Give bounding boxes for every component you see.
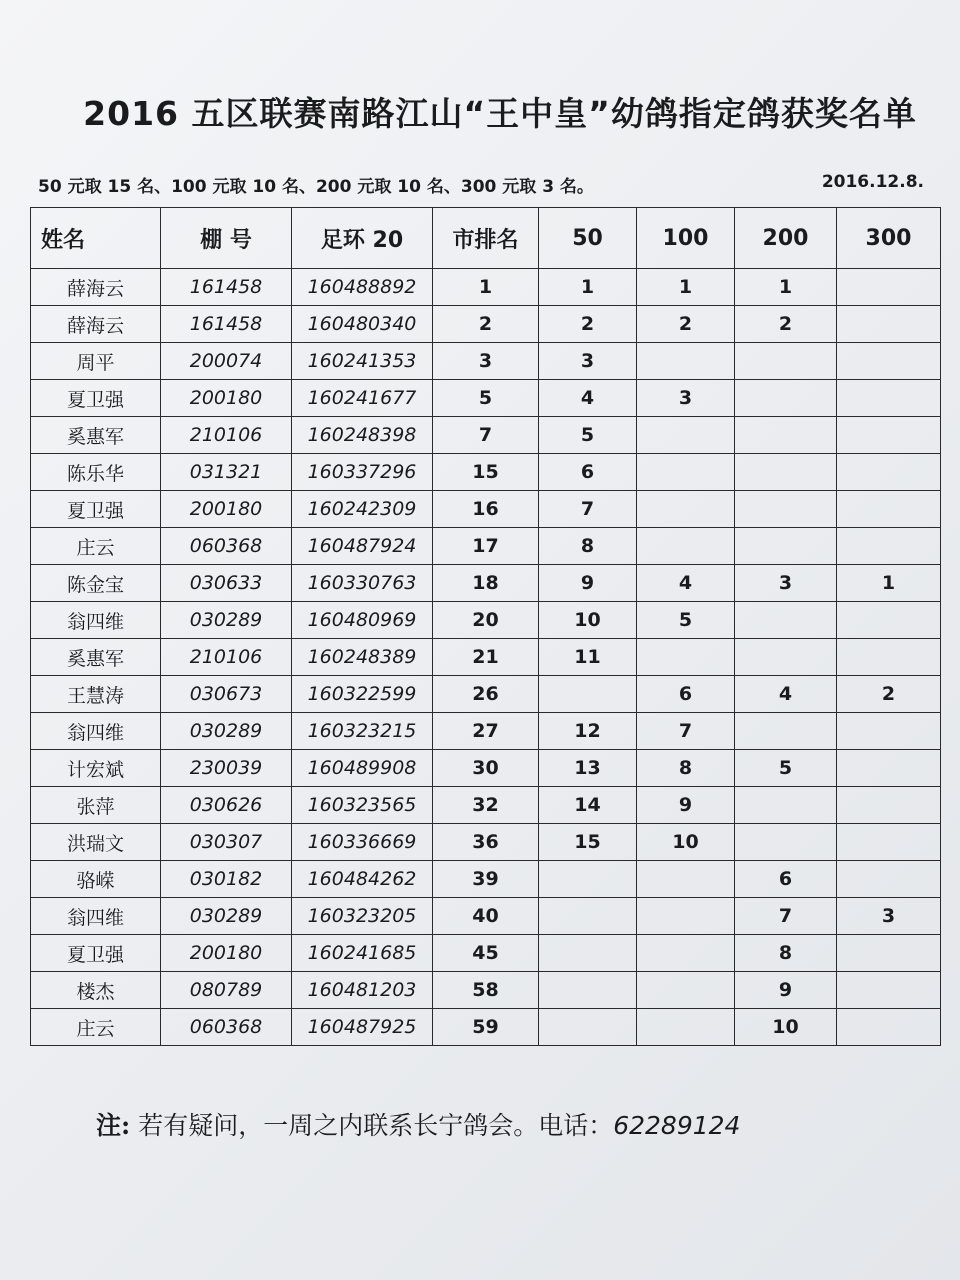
- cell-loft: 060368: [161, 528, 292, 565]
- cell-city-rank: 1: [433, 269, 539, 306]
- cell-city-rank: 16: [433, 491, 539, 528]
- results-table-body: [31, 269, 941, 1046]
- cell-name: 骆嵘: [31, 861, 161, 898]
- cell-rank-50: 10: [539, 602, 637, 639]
- cell-rank-300: [837, 713, 941, 750]
- cell-ring: 160484262: [292, 861, 433, 898]
- table-row: [31, 528, 941, 565]
- note-text: 若有疑问，一周之内联系长宁鸽会。电话：: [138, 1111, 614, 1140]
- table-row: [31, 454, 941, 491]
- cell-rank-200: 6: [735, 861, 837, 898]
- cell-name: 夏卫强: [31, 491, 161, 528]
- prize-rules: 50 元取 15 名、100 元取 10 名、200 元取 10 名、300 元取 3 名。: [38, 177, 594, 197]
- cell-rank-100: 4: [637, 565, 735, 602]
- cell-loft: 030673: [161, 676, 292, 713]
- cell-rank-50: 4: [539, 380, 637, 417]
- table-row: [31, 972, 941, 1009]
- header-name: 姓名: [31, 208, 161, 269]
- table-row: [31, 306, 941, 343]
- cell-name: 陈乐华: [31, 454, 161, 491]
- cell-rank-50: [539, 898, 637, 935]
- cell-city-rank: 2: [433, 306, 539, 343]
- cell-city-rank: 17: [433, 528, 539, 565]
- cell-ring: 160241685: [292, 935, 433, 972]
- cell-rank-100: [637, 972, 735, 1009]
- cell-ring: 160241353: [292, 343, 433, 380]
- cell-city-rank: 30: [433, 750, 539, 787]
- cell-rank-300: [837, 528, 941, 565]
- table-row: [31, 861, 941, 898]
- cell-rank-100: 10: [637, 824, 735, 861]
- cell-rank-50: [539, 861, 637, 898]
- cell-ring: 160248389: [292, 639, 433, 676]
- cell-rank-300: [837, 639, 941, 676]
- header-100: 100: [637, 208, 735, 269]
- cell-name: 陈金宝: [31, 565, 161, 602]
- phone-number: 62289124: [613, 1111, 741, 1140]
- cell-name: 计宏斌: [31, 750, 161, 787]
- cell-ring: 160489908: [292, 750, 433, 787]
- cell-name: 王慧涛: [31, 676, 161, 713]
- cell-name: 洪瑞文: [31, 824, 161, 861]
- cell-name: 夏卫强: [31, 380, 161, 417]
- document-title: 2016 五区联赛南路江山“王中皇”幼鸽指定鸽获奖名单: [83, 94, 917, 133]
- cell-ring: 160487925: [292, 1009, 433, 1046]
- cell-city-rank: 5: [433, 380, 539, 417]
- table-row: [31, 343, 941, 380]
- table-row: [31, 380, 941, 417]
- cell-rank-100: 2: [637, 306, 735, 343]
- cell-rank-50: [539, 676, 637, 713]
- cell-loft: 060368: [161, 1009, 292, 1046]
- cell-city-rank: 20: [433, 602, 539, 639]
- cell-city-rank: 45: [433, 935, 539, 972]
- cell-rank-100: 9: [637, 787, 735, 824]
- cell-rank-200: [735, 454, 837, 491]
- cell-loft: 030289: [161, 602, 292, 639]
- cell-loft: 031321: [161, 454, 292, 491]
- cell-ring: 160248398: [292, 417, 433, 454]
- cell-loft: 030307: [161, 824, 292, 861]
- cell-loft: 200180: [161, 491, 292, 528]
- cell-rank-300: 3: [837, 898, 941, 935]
- cell-rank-300: [837, 417, 941, 454]
- cell-rank-100: 1: [637, 269, 735, 306]
- cell-city-rank: 21: [433, 639, 539, 676]
- contact-note: [96, 1106, 740, 1142]
- cell-ring: 160481203: [292, 972, 433, 1009]
- cell-loft: 210106: [161, 639, 292, 676]
- cell-rank-200: 10: [735, 1009, 837, 1046]
- cell-rank-50: 7: [539, 491, 637, 528]
- cell-rank-200: [735, 528, 837, 565]
- cell-ring: 160323565: [292, 787, 433, 824]
- cell-rank-200: 9: [735, 972, 837, 1009]
- cell-rank-50: 12: [539, 713, 637, 750]
- cell-ring: 160488892: [292, 269, 433, 306]
- cell-rank-100: 3: [637, 380, 735, 417]
- cell-name: 翁四维: [31, 898, 161, 935]
- cell-ring: 160480969: [292, 602, 433, 639]
- cell-loft: 030626: [161, 787, 292, 824]
- cell-loft: 080789: [161, 972, 292, 1009]
- cell-city-rank: 59: [433, 1009, 539, 1046]
- cell-name: 庄云: [31, 1009, 161, 1046]
- cell-city-rank: 18: [433, 565, 539, 602]
- cell-loft: 200074: [161, 343, 292, 380]
- cell-city-rank: 58: [433, 972, 539, 1009]
- cell-rank-300: 2: [837, 676, 941, 713]
- cell-rank-50: 15: [539, 824, 637, 861]
- table-row: [31, 565, 941, 602]
- cell-ring: 160336669: [292, 824, 433, 861]
- cell-rank-100: [637, 898, 735, 935]
- cell-ring: 160480340: [292, 306, 433, 343]
- cell-rank-50: [539, 972, 637, 1009]
- cell-rank-300: [837, 454, 941, 491]
- cell-ring: 160242309: [292, 491, 433, 528]
- cell-ring: 160337296: [292, 454, 433, 491]
- cell-city-rank: 15: [433, 454, 539, 491]
- table-row: [31, 269, 941, 306]
- table-row: [31, 676, 941, 713]
- cell-rank-200: 3: [735, 565, 837, 602]
- cell-rank-200: [735, 602, 837, 639]
- table-row: [31, 1009, 941, 1046]
- cell-rank-50: 13: [539, 750, 637, 787]
- cell-rank-300: [837, 306, 941, 343]
- cell-name: 奚惠军: [31, 639, 161, 676]
- cell-name: 奚惠军: [31, 417, 161, 454]
- cell-rank-200: [735, 417, 837, 454]
- cell-rank-100: [637, 528, 735, 565]
- cell-rank-300: [837, 343, 941, 380]
- cell-rank-300: [837, 972, 941, 1009]
- cell-rank-200: 2: [735, 306, 837, 343]
- cell-rank-50: 8: [539, 528, 637, 565]
- table-row: [31, 824, 941, 861]
- cell-ring: 160241677: [292, 380, 433, 417]
- cell-loft: 230039: [161, 750, 292, 787]
- cell-rank-200: [735, 639, 837, 676]
- cell-rank-300: [837, 861, 941, 898]
- cell-rank-300: [837, 380, 941, 417]
- cell-ring: 160323215: [292, 713, 433, 750]
- cell-city-rank: 39: [433, 861, 539, 898]
- cell-rank-50: 5: [539, 417, 637, 454]
- cell-rank-200: 7: [735, 898, 837, 935]
- cell-name: 张萍: [31, 787, 161, 824]
- cell-loft: 200180: [161, 380, 292, 417]
- cell-rank-100: [637, 1009, 735, 1046]
- cell-rank-300: [837, 935, 941, 972]
- cell-name: 夏卫强: [31, 935, 161, 972]
- cell-ring: 160487924: [292, 528, 433, 565]
- cell-city-rank: 26: [433, 676, 539, 713]
- cell-rank-200: [735, 380, 837, 417]
- table-row: [31, 417, 941, 454]
- cell-rank-300: [837, 824, 941, 861]
- document-date: 2016.12.8.: [821, 172, 924, 192]
- cell-city-rank: 3: [433, 343, 539, 380]
- cell-loft: 030289: [161, 713, 292, 750]
- cell-ring: 160323205: [292, 898, 433, 935]
- table-row: [31, 602, 941, 639]
- cell-name: 翁四维: [31, 713, 161, 750]
- cell-ring: 160330763: [292, 565, 433, 602]
- cell-rank-300: [837, 1009, 941, 1046]
- cell-rank-50: 3: [539, 343, 637, 380]
- cell-rank-100: [637, 935, 735, 972]
- cell-name: 周平: [31, 343, 161, 380]
- cell-rank-200: [735, 824, 837, 861]
- cell-rank-200: 4: [735, 676, 837, 713]
- table-row: [31, 491, 941, 528]
- cell-ring: 160322599: [292, 676, 433, 713]
- cell-city-rank: 7: [433, 417, 539, 454]
- table-row: [31, 787, 941, 824]
- header-200: 200: [735, 208, 837, 269]
- cell-name: 庄云: [31, 528, 161, 565]
- cell-rank-300: 1: [837, 565, 941, 602]
- cell-rank-200: [735, 787, 837, 824]
- header-row: [31, 208, 941, 269]
- cell-rank-300: [837, 602, 941, 639]
- cell-rank-300: [837, 269, 941, 306]
- cell-name: 楼杰: [31, 972, 161, 1009]
- table-row: [31, 935, 941, 972]
- cell-rank-100: [637, 343, 735, 380]
- cell-city-rank: 36: [433, 824, 539, 861]
- cell-loft: 210106: [161, 417, 292, 454]
- cell-rank-200: 5: [735, 750, 837, 787]
- cell-city-rank: 32: [433, 787, 539, 824]
- cell-rank-100: 7: [637, 713, 735, 750]
- table-row: [31, 898, 941, 935]
- cell-name: 薛海云: [31, 306, 161, 343]
- cell-rank-100: [637, 454, 735, 491]
- cell-rank-200: [735, 491, 837, 528]
- cell-rank-100: [637, 639, 735, 676]
- cell-rank-50: [539, 1009, 637, 1046]
- table-row: [31, 639, 941, 676]
- cell-loft: 030182: [161, 861, 292, 898]
- cell-name: 薛海云: [31, 269, 161, 306]
- cell-rank-50: 9: [539, 565, 637, 602]
- note-label: 注:: [96, 1111, 131, 1140]
- cell-rank-200: [735, 713, 837, 750]
- cell-rank-50: [539, 935, 637, 972]
- header-ring: 足环 20: [292, 208, 433, 269]
- results-table: [30, 207, 941, 1046]
- cell-city-rank: 40: [433, 898, 539, 935]
- table-row: [31, 750, 941, 787]
- cell-rank-50: 11: [539, 639, 637, 676]
- cell-loft: 161458: [161, 269, 292, 306]
- cell-loft: 161458: [161, 306, 292, 343]
- cell-loft: 200180: [161, 935, 292, 972]
- cell-rank-50: 1: [539, 269, 637, 306]
- header-50: 50: [539, 208, 637, 269]
- table-row: [31, 713, 941, 750]
- results-table-header: [31, 208, 941, 269]
- cell-rank-100: 6: [637, 676, 735, 713]
- cell-rank-100: [637, 491, 735, 528]
- header-loft: 棚 号: [161, 208, 292, 269]
- cell-rank-100: 5: [637, 602, 735, 639]
- cell-rank-50: 2: [539, 306, 637, 343]
- cell-loft: 030633: [161, 565, 292, 602]
- cell-rank-100: [637, 861, 735, 898]
- header-300: 300: [837, 208, 941, 269]
- cell-rank-300: [837, 787, 941, 824]
- cell-rank-200: 8: [735, 935, 837, 972]
- cell-rank-200: 1: [735, 269, 837, 306]
- cell-rank-100: 8: [637, 750, 735, 787]
- cell-rank-300: [837, 750, 941, 787]
- cell-city-rank: 27: [433, 713, 539, 750]
- cell-rank-200: [735, 343, 837, 380]
- cell-rank-300: [837, 491, 941, 528]
- cell-rank-100: [637, 417, 735, 454]
- cell-rank-50: 6: [539, 454, 637, 491]
- cell-name: 翁四维: [31, 602, 161, 639]
- cell-rank-50: 14: [539, 787, 637, 824]
- cell-loft: 030289: [161, 898, 292, 935]
- header-city-rank: 市排名: [433, 208, 539, 269]
